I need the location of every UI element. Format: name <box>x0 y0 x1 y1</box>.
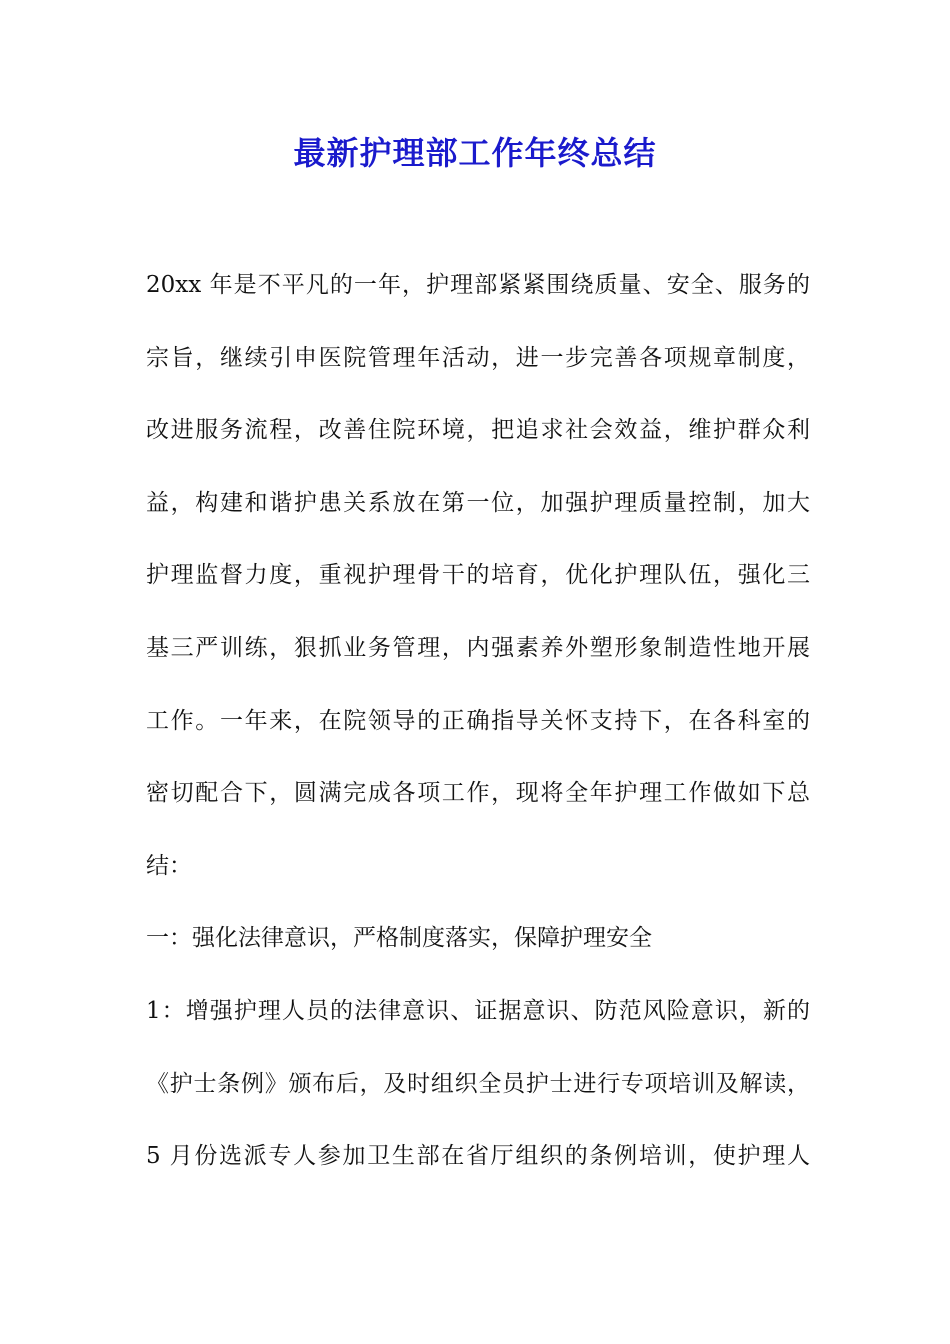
text-line: 结： <box>146 852 192 879</box>
text-line: 1：增强护理人员的法律意识、证据意识、防范风险意识，新的 <box>146 997 810 1024</box>
text-line: 工作。一年来，在院领导的正确指导关怀支持下，在各科室的 <box>146 707 810 734</box>
text-line: 宗旨，继续引申医院管理年活动，进一步完善各项规章制度， <box>146 344 810 371</box>
text-line: 5 月份选派专人参加卫生部在省厅组织的条例培训，使护理人 <box>146 1143 810 1170</box>
document-body <box>146 262 810 1206</box>
text-line: 改进服务流程，改善住院环境，把追求社会效益，维护群众利 <box>146 417 810 444</box>
text-line: 益，构建和谐护患关系放在第一位，加强护理质量控制，加大 <box>146 489 810 516</box>
text-line: 密切配合下，圆满完成各项工作，现将全年护理工作做如下总 <box>146 780 810 807</box>
text-line: 《护士条例》颁布后，及时组织全员护士进行专项培训及解读， <box>146 1070 810 1097</box>
section-heading: 一：强化法律意识，严格制度落实，保障护理安全 <box>146 925 652 952</box>
text-line: 20xx 年是不平凡的一年，护理部紧紧围绕质量、安全、服务的 <box>146 272 810 298</box>
document-title: 最新护理部工作年终总结 <box>293 134 657 172</box>
text-line: 护理监督力度，重视护理骨干的培育，优化护理队伍，强化三 <box>146 562 810 589</box>
text-line: 基三严训练，狠抓业务管理，内强素养外塑形象制造性地开展 <box>146 634 810 661</box>
